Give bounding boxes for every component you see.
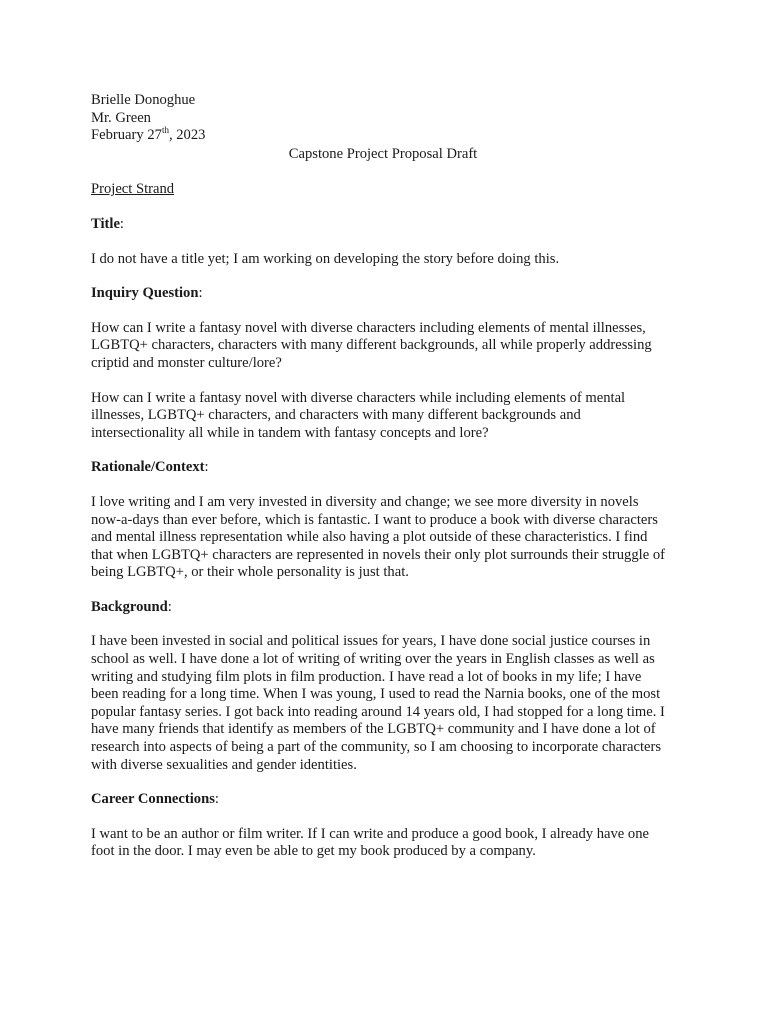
- background-heading-colon: :: [167, 598, 172, 615]
- date-suffix: th: [161, 125, 169, 136]
- title-heading-colon: :: [119, 215, 124, 232]
- title-heading: [91, 216, 691, 234]
- document-date: [91, 127, 691, 145]
- date-year: , 2023: [168, 127, 206, 144]
- background-paragraph: I have been invested in social and political issues for years, I have done social justice courses in school as well. I have done a lot of writing of writing over the years in English classes as well as writing and studying film plots in film production. I have read a lot of books in my life; I have been reading for a long time. When I was young, I used to read the Narnia books, one of the most popular fantasy series. I got back into reading around 14 years old, I had stopped for a long time. I have many friends that identify as members of the LGBTQ+ community and I have done a lot of research into aspects of being a part of the community, so I am choosing to incorporate characters with diverse sexualities and gender identities.: [91, 633, 665, 773]
- rationale-heading-colon: :: [204, 459, 209, 476]
- rationale-heading: [91, 459, 691, 477]
- inquiry-question-heading: [91, 285, 691, 303]
- title-paragraph: I do not have a title yet; I am working on developing the story before doing this.: [91, 250, 560, 267]
- teacher-name: Mr. Green: [91, 109, 151, 126]
- rationale-heading-text: Rationale/Context: [91, 459, 205, 476]
- student-name: Brielle Donoghue: [91, 92, 196, 108]
- date-month-day: February 27: [91, 127, 162, 144]
- career-connections-paragraph: I want to be an author or film writer. If I can write and produce a good book, I already have one foot in the door. I may even be able to get my book produced by a company.: [91, 825, 650, 860]
- rationale-paragraph: I love writing and I am very invested in diversity and change; we see more diversity in novels now-a-days than ever before, which is fantastic. I want to produce a book with diverse characters and mental illness representation while also having a plot outside of these characteristics. I find that when LGBTQ+ characters are represented in novels their only plot surrounds their struggle of being LGBTQ+, or their whole personality is just that.: [91, 493, 665, 581]
- career-connections-heading-colon: :: [214, 791, 219, 808]
- inquiry-question-heading-text: Inquiry Question: [91, 285, 199, 302]
- inquiry-question-heading-colon: :: [198, 285, 203, 302]
- document-page: [91, 92, 691, 861]
- career-connections-heading-text: Career Connections: [91, 791, 215, 808]
- title-heading-text: Title: [91, 215, 120, 232]
- inquiry-question-paragraph-2: How can I write a fantasy novel with diverse characters while including elements of mental illnesses, LGBTQ+ characters, and characters with many different backgrounds and intersectionality all while in tandem with fantasy concepts and lore?: [91, 389, 626, 441]
- background-heading-text: Background: [91, 598, 168, 615]
- inquiry-question-paragraph-1: How can I write a fantasy novel with diverse characters including elements of mental illnesses, LGBTQ+ characters, characters with many different backgrounds, all while properly addressing criptid and monster culture/lore?: [91, 319, 652, 371]
- document-title: Capstone Project Proposal Draft: [288, 145, 478, 162]
- project-strand-label: Project Strand: [91, 181, 175, 198]
- career-connections-heading: [91, 791, 691, 809]
- background-heading: [91, 599, 691, 617]
